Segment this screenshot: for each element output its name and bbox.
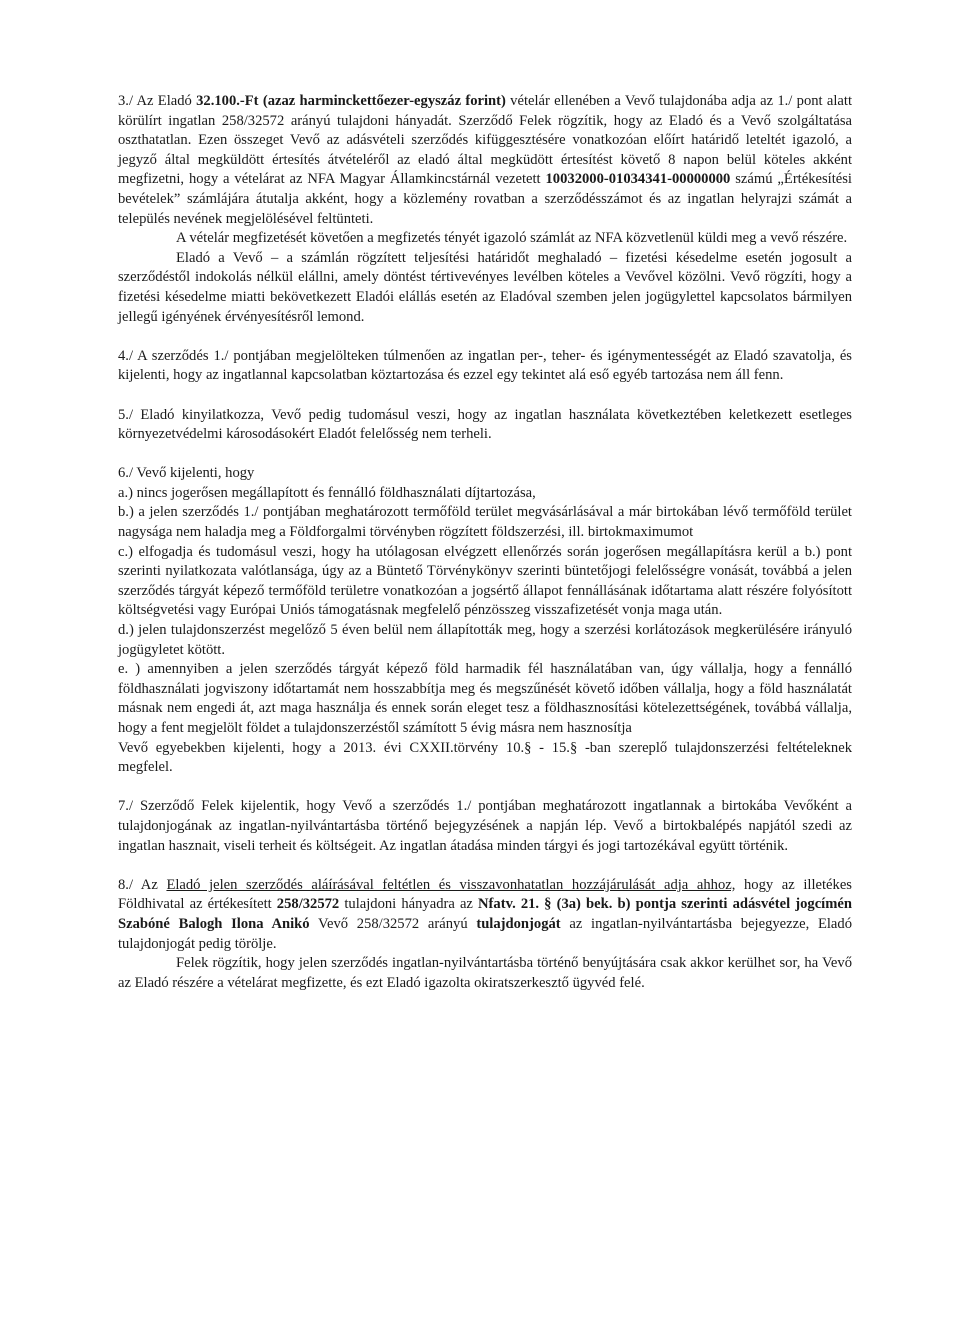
section-7-paragraph: 7./ Szerződő Felek kijelentik, hogy Vevő a szerződés 1./ pontjában meghatározott ingatlannak a birtokába Vevőként a tulajdonjogának az ingatlan-nyilvántartásba történő bejegyzésének a napján lép. Vevő a birtokbalépés napjától szedi az ingatlan hasznait, viseli terheit és költségeit. Az ingatlan átadása minden tárgyi és jogi tartozékával együtt történik. (118, 798, 852, 854)
ownership-bold: tulajdonjogát (476, 915, 561, 932)
text: hogy az illetékes Földhivatal az értékesített (118, 876, 852, 913)
section-6-heading: 6./ Vevő kijelenti, hogy (118, 465, 255, 482)
text: számú „Értékesítési bevételek” számlájára átutalja akként, hogy a közlemény rovatban a szerződésszámot és az ingatlan helyrajzi számát a település nevének megjelölésével feltünteti. (118, 171, 852, 227)
text: vételár ellenében a Vevő tulajdonába adja az 1./ pont alatt körülírt ingatlan 258/32572 arányú tulajdoni hányadát. Szerződő Felek rögzítik, hogy az Eladó és a Vevő szolgáltatása oszthatatlan. Ezen összeget Vevő az adásvételi szerződés kifüggesztésére vonatkozóan előírt határidő leteltét igazoló, a jegyző által megküldött értesítés átvételéről az eladó által megküdött értesítést követő 8 napon belül köteles akként megfizetni, hogy a vételárat az NFA Magyar Államkincstárnál vezetett (118, 93, 852, 188)
section-3-paragraph-2: A vételár megfizetését követően a megfizetés tényét igazoló számlát az NFA közvetlenül küldi meg a vevő részére. (176, 230, 848, 247)
section-6-item-e: e. ) amennyiben a jelen szerződés tárgyát képező föld harmadik fél használatában van, úgy vállalja, hogy a fennálló földhasználati jogviszony időtartamát nem hosszabbítja meg és megszűnését követő időben vállalja, hogy a föld használatát másnak nem engedi át, azt maga használja és ennek során eleget tesz a földhasznosítási kötelezettségének, továbbá vállalja, hogy a fent megjelölt földet a tulajdonszerzéstől számított 5 évig másra nem hasznosítja (118, 661, 852, 736)
share-bold: 258/32572 (276, 896, 340, 913)
section-4-paragraph: 4./ A szerződés 1./ pontjában megjelölteken túlmenően az ingatlan per-, teher- és igénymentességét az Eladó szavatolja, és kijelenti, hogy az ingatlannal kapcsolatban köztartozása és ezzel egy tekintet alá eső egyéb tartozása nem áll fenn. (118, 347, 852, 384)
section-6-item-b: b.) a jelen szerződés 1./ pontjában meghatározott termőföld terület megvásárlásával a már birtokában lévő termőföld terület nagysága nem haladja meg a Földforgalmi törvényben rögzített földszerzési, ill. birtokmaximumot (118, 504, 852, 541)
text: az ingatlan-nyilvántartásba bejegyezze, Eladó tulajdonjogát pedig törölje. (118, 915, 852, 952)
legal-basis-bold: Nfatv. 21. § (3a) bek. b) pontja szerinti adásvétel jogcímén Szabóné Balogh Ilona Anikó (118, 896, 852, 932)
section-8-paragraph (118, 876, 852, 954)
account-number: 10032000-01034341-00000000 (545, 171, 731, 188)
section-3-paragraph-3: Eladó a Vevő – a számlán rögzített teljesítési határidőt meghaladó – fizetési késedelme esetén jogosult a szerződéstől indokolás nélkül elállni, amely döntést tértivevényes levélben köteles a Vevővel közölni. Vevő rögzíti, hogy a fizetési késedelme miatti bekövetkezett Eladói elállás esetén az Eladóval szemben jelen jogügylettel kapcsolatos bármilyen jellegű igényének érvényesítésről lemond. (118, 249, 852, 325)
text: Vevő 258/32572 arányú (309, 915, 477, 932)
section-6-item-a: a.) nincs jogerősen megállapított és fennálló földhasználati díjtartozása, (118, 484, 536, 501)
text: tulajdoni hányadra az (339, 896, 479, 913)
text: 3./ Az Eladó (118, 93, 197, 109)
underlined-consent: Eladó jelen szerződés aláírásával feltétlen és visszavonhatatlan hozzájárulását adja ahhoz, (166, 876, 736, 893)
section-5-paragraph: 5./ Eladó kinyilatkozza, Vevő pedig tudomásul veszi, hogy az ingatlan használata következtében keletkezett esetleges környezetvédelmi károsodásokért Eladót felelősség nem terheli. (118, 406, 852, 443)
section-6-tail: Vevő egyebekben kijelenti, hogy a 2013. évi CXXII.törvény 10.§ - 15.§ -ban szereplő tulajdonszerzési feltételeknek megfelel. (118, 739, 852, 776)
text: 8./ Az (118, 876, 167, 893)
section-8-paragraph-2: Felek rögzítik, hogy jelen szerződés ingatlan-nyilvántartásba történő benyújtására csak akkor kerülhet sor, ha Vevő az Eladó részére a vételárat megfizette, és ezt Eladó igazolta okiratszerkesztő ügyvéd felé. (118, 955, 852, 991)
price-bold: 32.100.-Ft (azaz harminckettőezer-egyszáz forint) (196, 93, 506, 109)
document-page (118, 92, 852, 993)
section-6-item-d: d.) jelen tulajdonszerzést megelőző 5 éven belül nem állapították meg, hogy a szerzési korlátozások megkerülésére irányuló jogügyletet kötött. (118, 622, 852, 658)
section-3-paragraph (118, 92, 852, 229)
section-6-item-c: c.) elfogadja és tudomásul veszi, hogy ha utólagosan elvégzett ellenőrzés során jogerősen megállapításra kerül a b.) pont szerinti nyilatkozata valótlansága, úgy az a Büntető Törvénykönyv szerinti büntetőjogi felelősségre vonását, továbbá a jelen szerződés tárgyát képező termőföld területre vonatkozóan a jogsértő állapot fennállásának időtartama alatt részére folyósított költségvetési vagy Európai Uniós támogatásnak megfelelő pénzösszeg visszafizetését vonja maga után. (118, 543, 852, 619)
